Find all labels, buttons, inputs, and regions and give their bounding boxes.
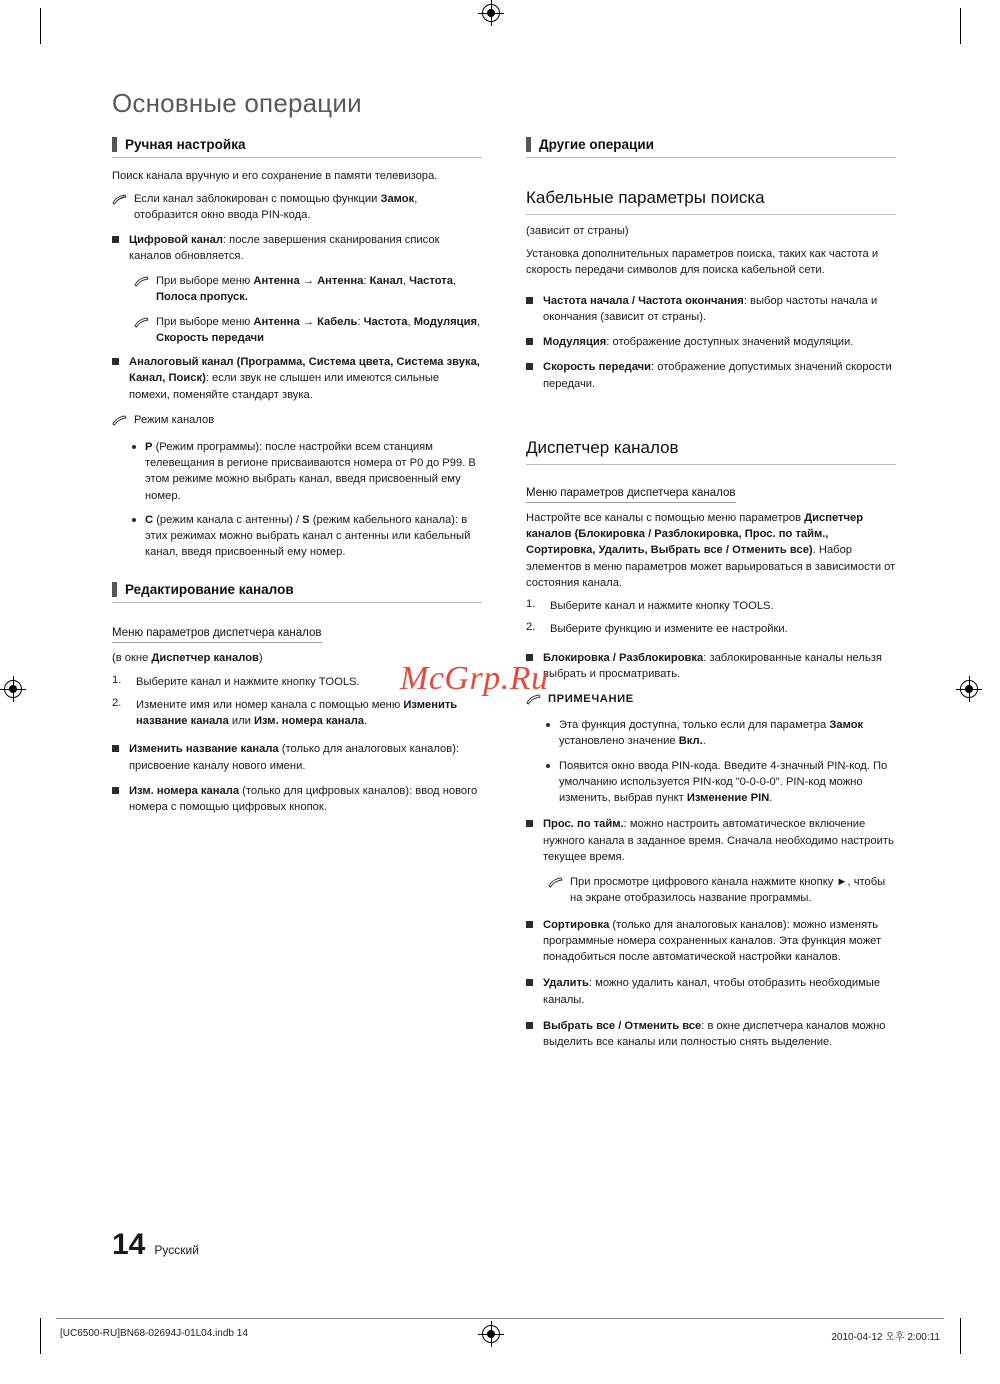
- item-analog-channel: [112, 354, 482, 403]
- item-start-end-frequency-text: Частота начала / Частота окончания: выбор частоты начала и окончания (зависит от страны).: [543, 294, 878, 323]
- square-bullet-icon: [526, 363, 533, 370]
- pencil-icon: [134, 274, 149, 292]
- page-language-label: Русский: [154, 1243, 199, 1257]
- note-timer-digital: [548, 874, 896, 906]
- heading-marker-icon: [526, 137, 531, 152]
- manual-tuning-intro: Поиск канала вручную и его сохранение в памяти телевизора.: [112, 170, 438, 182]
- square-bullet-icon: [526, 1022, 533, 1029]
- section-heading-label: Ручная настройка: [125, 137, 246, 152]
- item-select-all-text: Выбрать все / Отменить все: в окне диспетчера каналов можно выделить все каналы или полностью снять выделение.: [543, 1019, 886, 1048]
- crop-mark: [40, 8, 41, 44]
- registration-mark-right: [960, 680, 978, 698]
- page-content: [112, 88, 896, 1059]
- note-item-pin-text: Появится окно ввода PIN-кода. Введите 4-значный PIN-код. По умолчанию используется PIN-код "0-0-0-0". PIN-код можно изменить, выбрав пункт Изменение PIN.: [559, 759, 888, 805]
- crop-mark: [960, 8, 961, 44]
- pencil-icon: [526, 692, 541, 710]
- pencil-icon: [112, 192, 127, 210]
- step-number: 1.: [526, 598, 536, 611]
- subheading-channel-manager-options: Меню параметров диспетчера каналов: [112, 627, 322, 643]
- note-channel-mode: [112, 412, 482, 431]
- square-bullet-icon: [112, 745, 119, 752]
- item-mode-p: [132, 439, 482, 504]
- note-antenna-text: При выборе меню Антенна → Антенна: Канал, Частота, Полоса пропуск.: [156, 275, 457, 304]
- note-item-lock-function: [546, 717, 896, 749]
- step-number: 1.: [112, 673, 122, 686]
- item-timer-viewing: [526, 816, 896, 865]
- section-heading-manual-tuning: [112, 137, 482, 158]
- note-channel-mode-text: Режим каналов: [134, 413, 215, 426]
- heading-marker-icon: [112, 582, 117, 597]
- item-delete-text: Удалить: можно удалить канал, чтобы отобразить необходимые каналы.: [543, 977, 881, 1006]
- edit-in-window-text: (в окне Диспетчер каналов): [112, 652, 263, 665]
- item-symbol-rate-text: Скорость передачи: отображение допустимых значений скорости передачи.: [543, 361, 892, 390]
- item-lock-unlock: [526, 650, 896, 682]
- right-column: [526, 137, 896, 1059]
- footer-divider: [56, 1318, 944, 1319]
- footer-timestamp: 2010-04-12 오후 2:00:11: [831, 1332, 940, 1343]
- pencil-icon: [112, 413, 127, 431]
- note-item-pin: [546, 758, 896, 807]
- heading-marker-icon: [112, 137, 117, 152]
- registration-mark-top: [482, 4, 500, 22]
- edit-step-1: [112, 674, 482, 690]
- crop-mark: [40, 1318, 41, 1354]
- step-text: Выберите канал и нажмите кнопку TOOLS.: [136, 675, 360, 688]
- note-cable-text: При выборе меню Антенна → Кабель: Частота, Модуляция, Скорость передачи: [156, 315, 481, 344]
- step-number: 2.: [112, 696, 122, 709]
- two-column-layout: [112, 137, 896, 1059]
- note-lock: [112, 191, 482, 223]
- square-bullet-icon: [526, 654, 533, 661]
- registration-mark-left: [4, 680, 22, 698]
- step-text: Выберите канал и нажмите кнопку TOOLS.: [550, 600, 774, 613]
- note-cable-menu: [134, 314, 482, 346]
- item-delete: [526, 975, 896, 1007]
- chapter-title: Основные операции: [112, 88, 362, 118]
- note-item-lock-function-text: Эта функция доступна, только если для параметра Замок установлено значение Вкл..: [559, 719, 864, 748]
- note-heading-label: ПРИМЕЧАНИЕ: [548, 692, 634, 705]
- note-heading-block: [526, 691, 896, 713]
- step-text: Измените имя или номер канала с помощью меню Изменить название канала или Изм. номера канала.: [136, 698, 458, 728]
- left-column: [112, 137, 482, 1059]
- item-change-number: [112, 783, 482, 815]
- dot-bullet-icon: [132, 445, 136, 449]
- note-lock-text: Если канал заблокирован с помощью функции Замок, отобразится окно ввода PIN-кода.: [134, 193, 418, 222]
- item-rename-channel-text: Изменить название канала (только для аналоговых каналов): присвоение каналу нового имени.: [129, 743, 460, 772]
- item-mode-p-text: P (Режим программы): после настройки всем станциям телевещания в регионе присваиваются номера от P0 до P99. В этом режиме можно выбрать канал, введя присвоенный ему номер.: [145, 440, 476, 502]
- section-heading-label: Редактирование каналов: [125, 582, 294, 598]
- item-modulation-text: Модуляция: отображение доступных значений модуляции.: [543, 336, 854, 349]
- cable-search-country-note: (зависит от страны): [526, 225, 629, 237]
- square-bullet-icon: [526, 979, 533, 986]
- item-digital-channel-text: Цифровой канал: после завершения сканирования список каналов обновляется.: [129, 233, 440, 262]
- item-mode-c-text: C (режим канала с антенны) / S (режим кабельного канала): в этих режимах можно выбрать канал с антенны или кабельный канал, введя присвоенный ему номер.: [145, 513, 471, 559]
- item-analog-channel-text: Аналоговый канал (Программа, Система цвета, Система звука, Канал, Поиск): если звук не слышен или имеются сильные помехи, поменяйте стандарт звука.: [129, 356, 480, 401]
- page-number: 14: [112, 1228, 146, 1261]
- square-bullet-icon: [526, 820, 533, 827]
- registration-mark-bottom: [482, 1325, 500, 1343]
- item-lock-unlock-text: Блокировка / Разблокировка: заблокированные каналы нельзя выбрать и просматривать.: [543, 651, 882, 680]
- page-number-block: [112, 1228, 199, 1262]
- square-bullet-icon: [112, 358, 119, 365]
- item-mode-c: [132, 512, 482, 561]
- square-bullet-icon: [526, 297, 533, 304]
- footer-file-name: [UC6500-RU]BN68-02694J-01L04.indb 14: [60, 1328, 248, 1339]
- crop-mark: [960, 1318, 961, 1354]
- section-heading-other-operations: [526, 137, 896, 158]
- item-sorting-text: Сортировка (только для аналоговых каналов): можно изменять программные номера сохраненных каналов. Эта функция может понадобиться после автоматической настройки каналов.: [543, 918, 882, 964]
- cable-search-intro: Установка дополнительных параметров поиска, таких как частота и скорость передачи символов для поиска кабельной сети.: [526, 248, 879, 277]
- item-change-number-text: Изм. номера канала (только для цифровых каналов): ввод нового номера с помощью цифровых кнопок.: [129, 784, 478, 814]
- step-text: Выберите функцию и измените ее настройки.: [550, 623, 788, 636]
- item-modulation: [526, 334, 896, 350]
- item-timer-viewing-text: Прос. по тайм.: можно настроить автоматическое включение нужного канала в заданное время. Сначала необходимо настроить текущее время.: [543, 818, 894, 863]
- heading-channel-manager: Диспетчер каналов: [526, 438, 896, 465]
- item-select-all: [526, 1018, 896, 1050]
- heading-cable-search-params: Кабельные параметры поиска: [526, 188, 896, 215]
- section-heading-edit-channels: [112, 582, 482, 603]
- dot-bullet-icon: [132, 518, 136, 522]
- cm-step-2: [526, 621, 896, 637]
- square-bullet-icon: [526, 338, 533, 345]
- cm-step-1: [526, 598, 896, 614]
- item-digital-channel: [112, 232, 482, 264]
- cm-intro: Настройте все каналы с помощью меню параметров Диспетчер каналов (Блокировка / Разблокировка, Прос. по тайм., Сортировка, Удалить, Выбрать все / Отменить все). Набор элементов в меню параметров может варьироваться в зависимости от состояния канала.: [526, 511, 896, 589]
- item-symbol-rate: [526, 359, 896, 391]
- dot-bullet-icon: [546, 764, 550, 768]
- section-heading-label: Другие операции: [539, 137, 654, 152]
- note-timer-digital-text: При просмотре цифрового канала нажмите кнопку ►, чтобы на экране отобразилось название программы.: [570, 876, 886, 905]
- step-number: 2.: [526, 621, 536, 634]
- item-rename-channel: [112, 741, 482, 773]
- item-start-end-frequency: [526, 293, 896, 325]
- pencil-icon: [134, 315, 149, 333]
- square-bullet-icon: [112, 787, 119, 794]
- square-bullet-icon: [526, 921, 533, 928]
- subheading-cm-options: Меню параметров диспетчера каналов: [526, 487, 736, 503]
- edit-step-2: [112, 697, 482, 729]
- item-sorting: [526, 917, 896, 966]
- pencil-icon: [548, 875, 563, 893]
- note-antenna-menu: [134, 273, 482, 305]
- dot-bullet-icon: [546, 723, 550, 727]
- square-bullet-icon: [112, 236, 119, 243]
- watermark: McGrp.Ru: [400, 660, 549, 697]
